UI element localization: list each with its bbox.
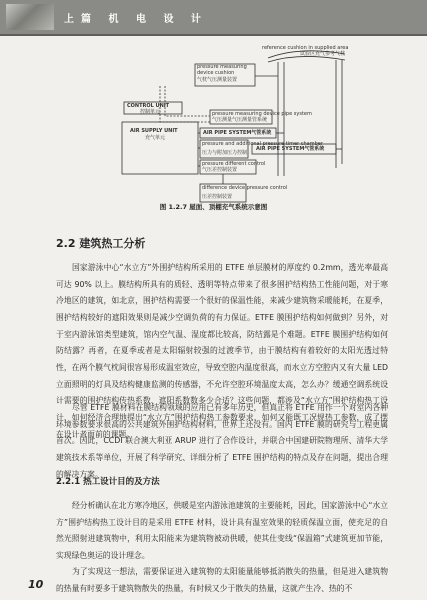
ref-cushion-label-cn: 试验区充气参考气枕 <box>300 51 346 57</box>
device-cushion-label-en: device cushion <box>197 70 235 76</box>
diff-device-label-cn: 压差控制装置 <box>202 194 233 200</box>
building-thumbnail-icon <box>6 4 54 30</box>
page-header <box>0 0 427 34</box>
paragraph-1: 国家游泳中心“水立方”外围护结构所采用的 ETFE 单层膜材的厚度约 0.2mm，透光率最高可达 90% 以上。膜结构所具有的质轻、透明等特点带来了很多围护结构热工性能问题，对于寒冷地区的建筑，如北京，围护结构需要一个很好的保温性能，来减少建筑物采暖能耗，在夏季，围护结构较好的遮阳效果则是减少空调负荷的有力保证。ETFE 膜围护结构如何做到？另外，对于室内游泳馆类型建筑，馆内空气温、湿度都比较高，防结露是个难题。ETFE 膜围护结构如何防结露？再者，在夏季或者是太阳辐射较强的过渡季节，由于膜结构有着较好的太阳光透过特性，在两个膜气枕间很容易形成温室效应，导致空腔内温度很高，而水立方空腔内又有大量 LED 立面照明的灯具及结构健康监测的传感器，不允许空腔环境温度太高，怎么办？缓通空调系统设计需要的围护结构传热系数、遮阳系数数多少合适？这些问题，都涉及“水立方”围护结构热工设计，如何经济合理地提出“水立方”围护结构热工参数要求，如何又能既工况规热工参数，成了摆在设计者面前的课题。 <box>56 262 388 439</box>
air-pipe-2-label: AIR PIPE SYSTEM气管系统 <box>256 146 325 152</box>
running-header-title: 上篇 机 电 设 计 <box>64 14 208 25</box>
paragraph-3: 经分析确认在北方寒冷地区，供暖是室内游泳池建筑的主要能耗，因此，国家游泳中心“水立方”围护结构热工设计目的是采用 ETFE 材料，设计具有温室效果的轻质保温立面，使充足的自然光照射进建筑物中，利用太阳能来为建筑物被动供暖，使其仕变线“保温箱”式建筑更加节能，实现绿色奥运的设计理念。 <box>56 500 388 560</box>
control-unit-label-en: CONTROL UNIT <box>127 103 170 109</box>
ref-cushion-label-en: reference cushion in supplied area <box>262 45 349 51</box>
diff-pressure-label-en: pressure different control <box>202 161 266 167</box>
paragraph-2: 尽管 ETFE 膜材料在膜结构领域的应用已有多年历史，但真正将 ETFE 用作一个对室内各种环境参数要求很高的公共建筑外围护结构材料，世界上还没有。国内 ETFE 膜的研究与工程更属首次。因此，CCDI 联合澳大利亚 ARUP 进行了合作设计，并联合中国建研院物理所、清华大学建筑技术系等单位，开展了科学研究、详细分析了 ETFE 围护结构的特点及存在问题，提出合理的解决方案。 <box>56 402 388 479</box>
section-heading: 2.2 建筑热工分析 <box>56 237 146 250</box>
device-cushion-label-cn: 气枕气压测量装置 <box>197 77 238 83</box>
diff-device-label-en: difference device pressure control <box>202 185 288 191</box>
cushion-arc-bottom <box>268 56 345 62</box>
air-system-diagram <box>0 36 427 216</box>
air-pipe-1-label: AIR PIPE SYSTEM气管系统 <box>203 130 272 136</box>
air-supply-label-en: AIR SUPPLY UNIT <box>130 128 178 134</box>
pressure-additional-label-cn: 压力与附加压力控制 <box>202 150 248 156</box>
pipe-system-label-en: pressure measuring device pipe system <box>212 111 312 117</box>
diff-pressure-label-cn: 气压差控制装置 <box>202 167 238 173</box>
control-unit-label-cn: 控制单元 <box>140 109 161 115</box>
air-supply-label-cn: 充气单元 <box>145 135 166 141</box>
pipe-system-label-cn: 气压测量气压测量管系统 <box>212 117 268 123</box>
subsection-heading: 2.2.1 热工设计目的及方法 <box>56 477 160 487</box>
paragraph-4: 为了实现这一想法，需要保证进入建筑物的太阳能量能够抵消散失的热量，但是进入建筑物的热量有时要多于建筑物散失的热量，有时候又少于散失的热量，这就产生冷、热的不 <box>56 566 388 593</box>
pressure-measuring-label: pressure measuring <box>197 64 247 70</box>
figure-caption: 图 1.2.7 屋面、顶棚充气系统示意图 <box>159 203 268 211</box>
pressure-additional-label-en: pressure and additional pressure timer chamber <box>202 141 323 147</box>
page-number: 10 <box>28 578 44 591</box>
